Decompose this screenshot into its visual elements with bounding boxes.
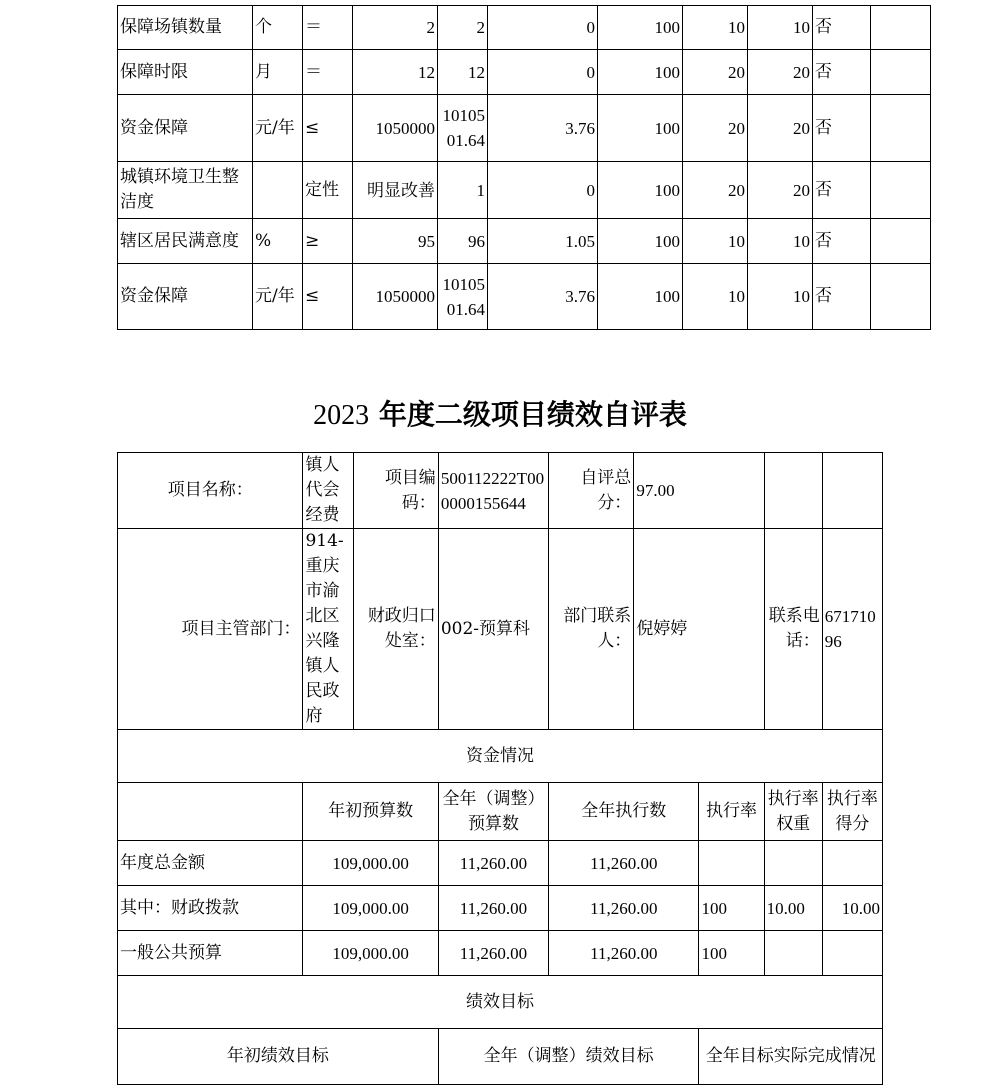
flag: 否 [813,95,871,162]
full-score: 100 [598,50,683,95]
empty-cell [822,453,882,529]
funds-executed: 11,260.00 [549,931,699,976]
indicator-name: 保障时限 [118,50,253,95]
funds-initial: 109,000.00 [303,931,438,976]
funds-weight [764,841,822,886]
project-code-label: 项目编码： [353,453,438,529]
self-score-label: 自评总分： [549,453,634,529]
weight: 20 [683,95,748,162]
table-row [118,931,883,976]
actual-value: 2 [438,6,488,50]
contact-label: 部门联系人： [549,529,634,730]
funds-weight [764,931,822,976]
project-name-label: 项目名称： [118,453,303,529]
flag: 否 [813,6,871,50]
full-score: 100 [598,95,683,162]
funds-row-label: 年度总金额 [118,841,303,886]
funds-adjusted: 11,260.00 [438,841,548,886]
dept-label: 项目主管部门： [118,529,303,730]
perf-col-adjusted: 全年（调整）绩效目标 [438,1029,699,1085]
title-year: 2023 [313,400,370,431]
flag: 否 [813,50,871,95]
funds-adjusted: 11,260.00 [438,886,548,931]
score: 20 [748,162,813,219]
score: 20 [748,50,813,95]
target-value: 1050000 [353,264,438,330]
table-row [118,162,931,219]
note [871,219,931,264]
unit: 元/年 [253,264,303,330]
funds-col-rate: 执行率 [699,783,764,841]
finance-label: 财政归口处室： [353,529,438,730]
indicator-name: 保障场镇数量 [118,6,253,50]
funds-col-initial: 年初预算数 [303,783,438,841]
self-evaluation-table [117,452,883,1085]
table-row [118,219,931,264]
indicator-name: 资金保障 [118,95,253,162]
unit: % [253,219,303,264]
full-score: 100 [598,162,683,219]
target-value: 明显改善 [353,162,438,219]
weight: 10 [683,6,748,50]
note [871,6,931,50]
score: 20 [748,95,813,162]
funds-rate: 100 [699,931,764,976]
table-row [118,6,931,50]
empty-cell [118,783,303,841]
weight: 20 [683,50,748,95]
note [871,264,931,330]
table-row [118,886,883,931]
full-score: 100 [598,264,683,330]
phone: 67171096 [822,529,882,730]
contact: 倪婷婷 [634,529,764,730]
operator: ≤ [303,264,353,330]
indicator-name: 资金保障 [118,264,253,330]
flag: 否 [813,219,871,264]
actual-value: 1 [438,162,488,219]
operator: ≤ [303,95,353,162]
perf-col-initial: 年初绩效目标 [118,1029,439,1085]
table-row [118,264,931,330]
phone-label: 联系电话： [764,529,822,730]
funds-rate: 100 [699,886,764,931]
full-score: 100 [598,219,683,264]
target-value: 95 [353,219,438,264]
perf-col-actual: 全年目标实际完成情况 [699,1029,883,1085]
funds-executed: 11,260.00 [549,841,699,886]
funds-header: 资金情况 [118,730,883,783]
funds-score: 10.00 [822,886,882,931]
note [871,162,931,219]
full-score: 100 [598,6,683,50]
funds-adjusted: 11,260.00 [438,931,548,976]
dept: 914-重庆市渝北区兴隆镇人民政府 [303,529,353,730]
funds-initial: 109,000.00 [303,841,438,886]
funds-rate [699,841,764,886]
deviation: 0 [488,162,598,219]
funds-initial: 109,000.00 [303,886,438,931]
unit: 月 [253,50,303,95]
operator: ≥ [303,219,353,264]
funds-col-score: 执行率得分 [822,783,882,841]
funds-score [822,841,882,886]
project-code: 500112222T000000155644 [438,453,548,529]
deviation: 0 [488,6,598,50]
table-row [118,95,931,162]
funds-row-label: 其中：财政拨款 [118,886,303,931]
score: 10 [748,219,813,264]
indicator-name: 城镇环境卫生整洁度 [118,162,253,219]
deviation: 3.76 [488,264,598,330]
table-row [118,50,931,95]
funds-score [822,931,882,976]
perf-columns-row [118,1029,883,1085]
weight: 10 [683,264,748,330]
table-row [118,841,883,886]
deviation: 3.76 [488,95,598,162]
flag: 否 [813,264,871,330]
note [871,95,931,162]
title-text: 年度二级项目绩效自评表 [378,398,687,431]
actual-value: 1010501.64 [438,95,488,162]
note [871,50,931,95]
target-value: 2 [353,6,438,50]
indicator-name: 辖区居民满意度 [118,219,253,264]
unit [253,162,303,219]
finance: 002-预算科 [438,529,548,730]
funds-header-row [118,730,883,783]
department-row [118,529,883,730]
deviation: 1.05 [488,219,598,264]
deviation: 0 [488,50,598,95]
self-score: 97.00 [634,453,764,529]
actual-value: 12 [438,50,488,95]
funds-weight: 10.00 [764,886,822,931]
actual-value: 1010501.64 [438,264,488,330]
funds-row-label: 一般公共预算 [118,931,303,976]
weight: 20 [683,162,748,219]
score: 10 [748,264,813,330]
funds-columns-row [118,783,883,841]
project-info-row [118,453,883,529]
funds-col-adjusted: 全年（调整）预算数 [438,783,548,841]
flag: 否 [813,162,871,219]
score: 10 [748,6,813,50]
operator: 定性 [303,162,353,219]
unit: 元/年 [253,95,303,162]
target-value: 12 [353,50,438,95]
actual-value: 96 [438,219,488,264]
weight: 10 [683,219,748,264]
operator: ＝ [303,6,353,50]
target-value: 1050000 [353,95,438,162]
indicator-table [117,5,931,330]
funds-col-executed: 全年执行数 [549,783,699,841]
unit: 个 [253,6,303,50]
funds-col-weight: 执行率权重 [764,783,822,841]
funds-executed: 11,260.00 [549,886,699,931]
project-name: 镇人代会经费 [303,453,353,529]
perf-header: 绩效目标 [118,976,883,1029]
empty-cell [764,453,822,529]
perf-header-row [118,976,883,1029]
operator: ＝ [303,50,353,95]
page-title [0,395,1000,436]
